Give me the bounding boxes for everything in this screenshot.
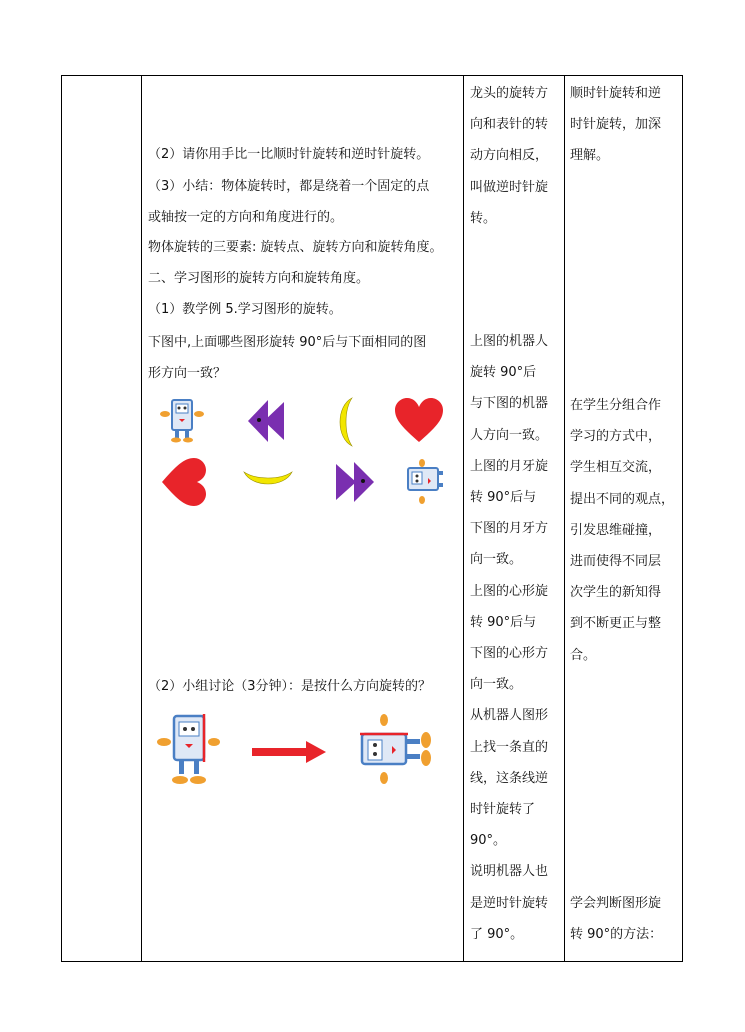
col3-line: 人方向一致。 [470, 427, 549, 443]
col4-line: 提出不同的观点， [570, 491, 675, 507]
col3-line: 从机器人图形 [470, 708, 549, 724]
fish-rotated-icon [334, 460, 374, 504]
col3-notes-a [470, 78, 548, 234]
col4-line: 理解。 [570, 148, 610, 164]
col-divider-3 [564, 76, 565, 961]
col3-line: 上图的月牙旋 [470, 458, 549, 474]
summary-text: （3）小结：物体旋转时，都是绕着一个固定的点 [148, 179, 430, 194]
robot-rotated-90-icon [356, 712, 436, 786]
col3-line: 上找一条直的 [470, 739, 549, 755]
rotation-arrow-icon [252, 741, 326, 763]
col4-notes-c [570, 888, 662, 950]
col4-line: 进而使得不同层 [570, 554, 662, 570]
col4-notes-b [570, 390, 674, 671]
col3-line: 与下图的机器 [470, 396, 549, 412]
col3-line: 转 90°后与 [470, 490, 537, 506]
robot-rotated-icon [400, 458, 446, 506]
col3-line: 90°。 [470, 833, 507, 849]
moon-rotated-icon [242, 466, 294, 492]
col3-line: 是逆时针旋转 [470, 895, 549, 911]
col3-line: 旋转 90°后 [470, 365, 537, 381]
col4-line: 时针旋转，加深 [570, 117, 662, 133]
col4-line: 引发思维碰撞， [570, 522, 662, 538]
group-discussion-text: （2）小组讨论（3分钟）：是按什么方向旋转的？ [148, 679, 432, 694]
col4-line: 学会判断图形旋 [570, 896, 662, 911]
col4-line: 学生相互交流， [570, 460, 662, 476]
col3-line: 了 90°。 [470, 926, 524, 942]
col4-line: 顺时针旋转和逆 [570, 86, 662, 101]
col3-line: 下图的心形方 [470, 646, 549, 662]
moon-icon [334, 396, 360, 448]
col3-line: 向一致。 [470, 677, 523, 693]
col4-line: 在学生分组合作 [570, 398, 662, 413]
col4-notes-a [570, 78, 661, 172]
step-2-text: （2）请你用手比一比顺时针旋转和逆时针旋转。 [148, 147, 430, 162]
question-text-cont: 形方向一致？ [148, 366, 227, 381]
col3-line: 向和表针的转 [470, 117, 549, 133]
question-text: 下图中,上面哪些图形旋转 90°后与下面相同的图 [148, 335, 427, 350]
col-divider-1 [141, 76, 142, 961]
summary-text-cont: 或轴按一定的方向和角度进行的。 [148, 210, 344, 225]
col3-notes-b [470, 326, 548, 950]
col4-line: 学习的方式中， [570, 429, 662, 445]
three-elements-text: 物体旋转的三要素: 旋转点、旋转方向和旋转角度。 [148, 240, 443, 255]
robot-original-icon [156, 712, 220, 790]
col4-line: 次学生的新知得 [570, 585, 662, 601]
col3-line: 转 90°后与 [470, 614, 537, 630]
heart-icon [395, 398, 443, 444]
col3-line: 向一致。 [470, 552, 523, 568]
col3-line: 说明机器人也 [470, 864, 549, 880]
col4-line: 到不断更正与整 [570, 616, 662, 632]
col3-line: 转。 [470, 210, 497, 226]
col4-line: 转 90°的方法： [570, 927, 663, 943]
example-5-text: （1）教学例 5.学习图形的旋转。 [148, 302, 342, 317]
col3-line: 下图的月牙方 [470, 521, 549, 537]
heart-rotated-icon [160, 458, 206, 506]
col3-line: 时针旋转了 [470, 802, 536, 818]
col-divider-2 [463, 76, 464, 961]
col3-line: 龙头的旋转方 [470, 86, 549, 101]
robot-icon [158, 396, 208, 444]
col3-line: 动方向相反， [470, 148, 549, 164]
fish-icon [248, 398, 286, 444]
col3-line: 线，这条线逆 [470, 770, 549, 786]
col3-line: 上图的机器人 [470, 334, 549, 349]
col3-line: 上图的心形旋 [470, 583, 549, 599]
col4-line: 合。 [570, 647, 597, 663]
col3-line: 叫做逆时针旋 [470, 179, 549, 195]
section-2-heading: 二、学习图形的旋转方向和旋转角度。 [148, 271, 370, 286]
